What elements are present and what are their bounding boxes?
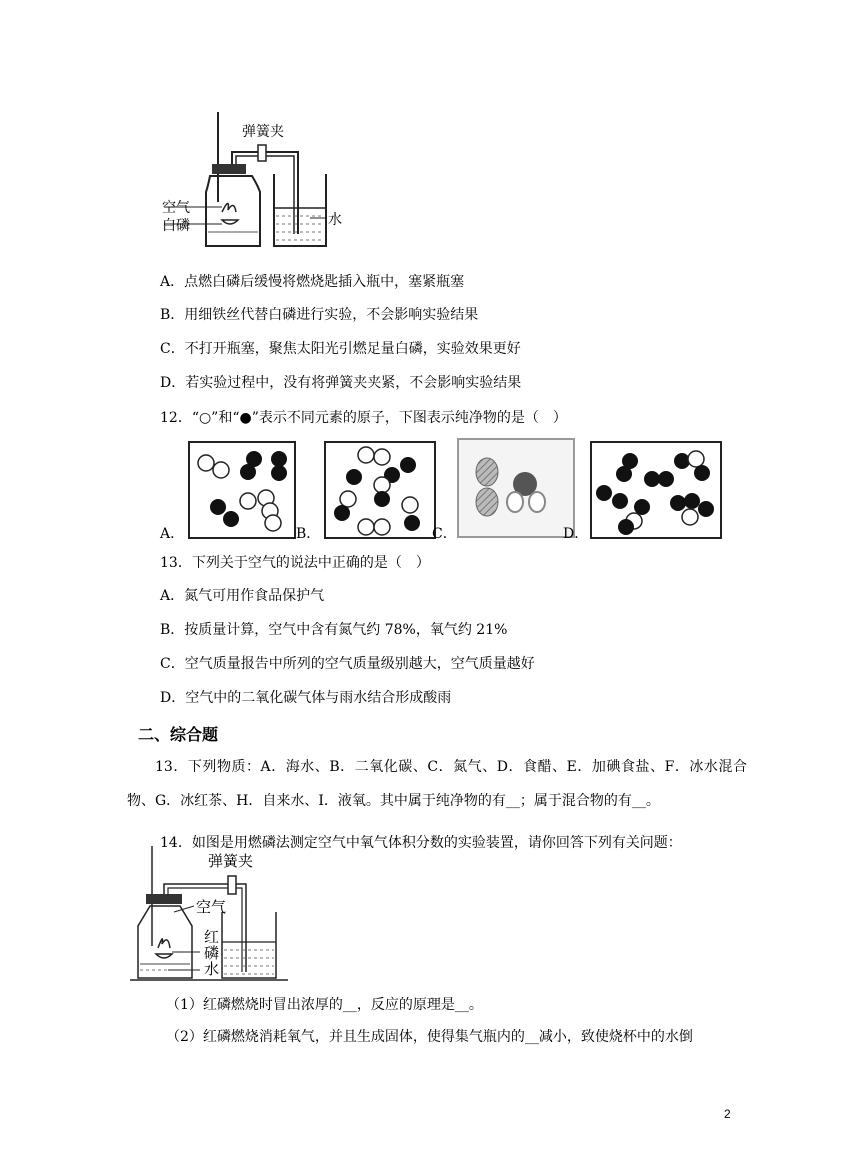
q13a-option-b: B．按质量计算，空气中含有氮气约 78%，氧气约 21% — [160, 622, 508, 638]
fig2-label-phosphorus: 磷 — [204, 944, 220, 962]
q12-box-a — [188, 441, 296, 539]
label-white-phosphorus: 白磷 — [162, 218, 190, 234]
section-heading: 二、综合题 — [138, 725, 219, 744]
fig2-label-air: 空气 — [196, 898, 227, 916]
q12-label-a: A． — [160, 526, 185, 542]
q12-box-d — [590, 441, 722, 539]
q13b-text: 13．下列物质：A．海水、B．二氧化碳、C．氮气、D．食醋、E．加碘食盐、F．冰水混合物、G．冰红茶、H．自来水、I．液氧。其中属于纯净物的有__；属于混合物的有__。 — [127, 759, 747, 809]
q11-option-c: C．不打开瓶塞，聚焦太阳光引燃足量白磷，实验效果更好 — [160, 341, 521, 357]
q11-option-a: A．点燃白磷后缓慢将燃烧匙插入瓶中，塞紧瓶塞 — [160, 274, 465, 290]
fig2-label-red: 红 — [204, 928, 220, 946]
q12-label-c: C． — [432, 526, 457, 542]
q12-label-b: B． — [296, 526, 321, 542]
page-number: 2 — [724, 1107, 731, 1121]
q14-sub1: （1）红磷燃烧时冒出浓厚的__，反应的原理是__。 — [166, 997, 483, 1013]
q11-option-d: D．若实验过程中，没有将弹簧夹夹紧，不会影响实验结果 — [160, 375, 522, 391]
q13a-stem: 13．下列关于空气的说法中正确的是（ ） — [160, 555, 430, 571]
label-water: 水 — [328, 212, 342, 228]
label-clip: 弹簧夹 — [242, 124, 284, 140]
q12-box-c — [457, 438, 575, 538]
q14-stem: 14．如图是用燃磷法测定空气中氧气体积分数的实验装置，请你回答下列有关问题： — [160, 835, 682, 851]
q12-label-d: D． — [563, 526, 589, 542]
q13a-option-a: A．氮气可用作食品保护气 — [160, 588, 325, 604]
label-air: 空气 — [162, 200, 190, 216]
q12-box-b — [324, 441, 436, 539]
fig2-label-clip: 弹簧夹 — [208, 852, 254, 870]
q14-sub2: （2）红磷燃烧消耗氧气，并且生成固体，使得集气瓶内的__减小，致使烧杯中的水倒 — [166, 1029, 693, 1045]
fig2-label-water: 水 — [204, 960, 220, 978]
q13a-option-c: C．空气质量报告中所列的空气质量级别越大，空气质量越好 — [160, 656, 535, 672]
apparatus-figure-2 — [128, 846, 290, 984]
q12-stem: 12．“○”和“●”表示不同元素的原子，下图表示纯净物的是（ ） — [160, 410, 567, 426]
q13a-option-d: D．空气中的二氧化碳气体与雨水结合形成酸雨 — [160, 690, 452, 706]
apparatus-figure-1 — [160, 112, 350, 252]
q11-option-b: B．用细铁丝代替白磷进行实验，不会影响实验结果 — [160, 307, 479, 323]
